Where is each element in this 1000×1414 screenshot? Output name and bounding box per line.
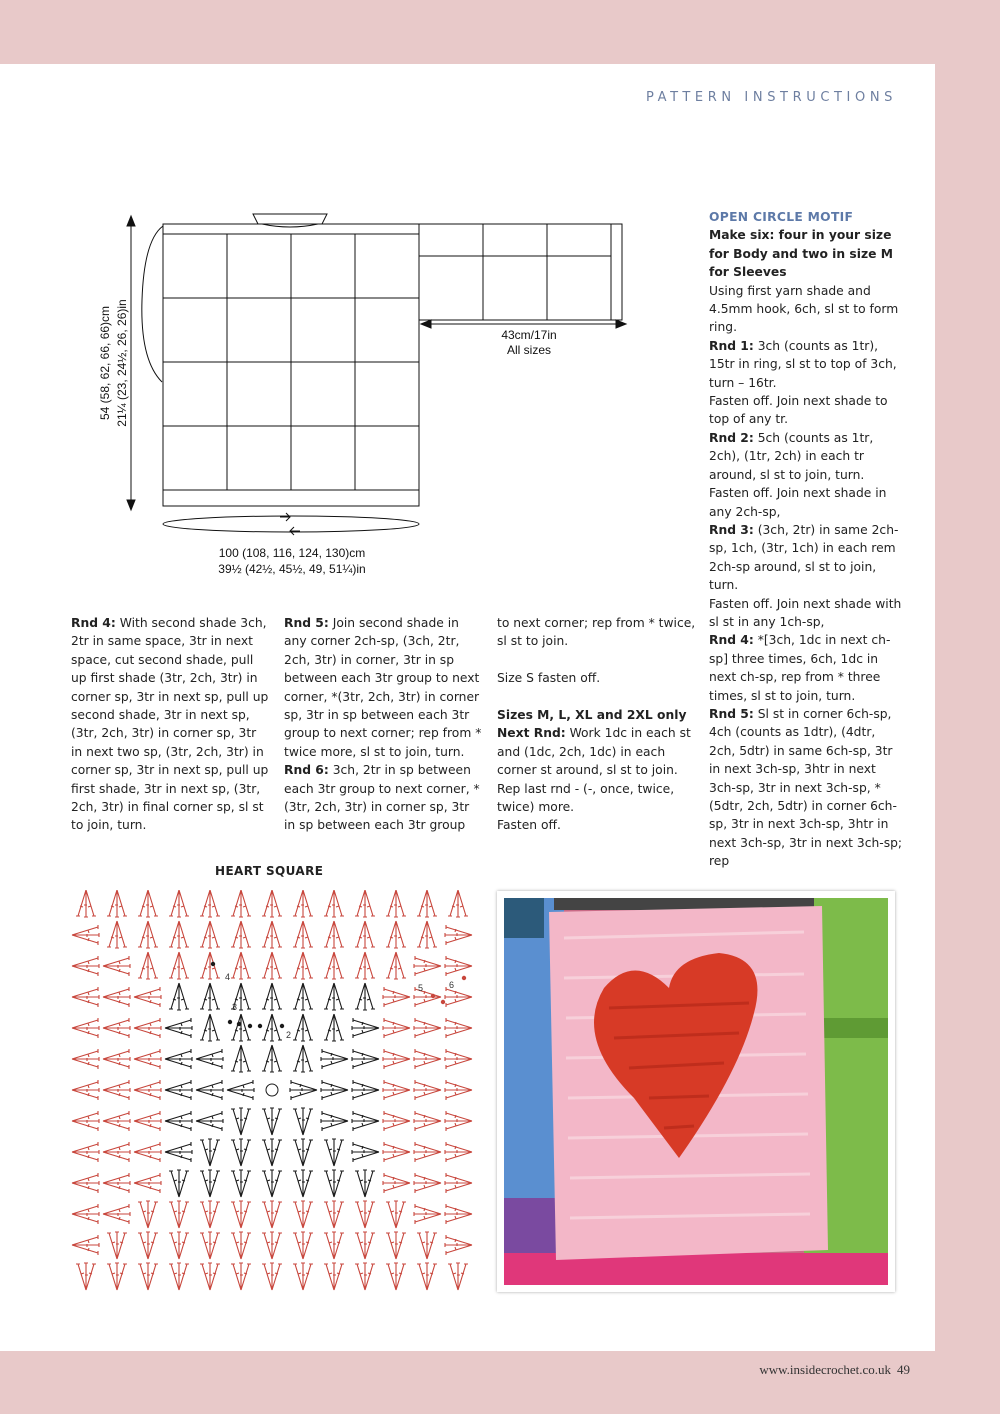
stitch-glyph xyxy=(445,1049,472,1069)
side-curve xyxy=(142,226,163,382)
rnd4-paragraph: Rnd 4: With second shade 3ch, 2tr in same space, 3tr in next space, cut second shade, pull up first shade (3tr, 2ch, 3tr) in corner sp, 3tr in next sp, pull up second shade, 3tr in next sp, (3tr, 2ch, 3tr) in corner sp, 3tr in next two sp, (3tr, 2ch, 3tr) in corner sp, 3tr in next sp, pull up first shade, 3tr in next sp, (3tr, 2ch, 3tr) in final corner sp, sl st to join, turn. xyxy=(71,616,269,833)
stitch-glyph xyxy=(103,1204,130,1224)
stitch-glyph xyxy=(293,1232,313,1259)
stitch-glyph xyxy=(200,1170,220,1197)
stitch-glyph xyxy=(169,983,189,1010)
width-cm-label: 100 (108, 116, 124, 130)cm xyxy=(218,546,366,560)
stitch-glyph xyxy=(324,952,344,979)
stitch-glyph xyxy=(324,1139,344,1166)
stitch-glyph xyxy=(383,1080,410,1100)
heart-square-photo xyxy=(497,891,895,1292)
stitch-glyph xyxy=(448,1263,468,1290)
stitch-glyph xyxy=(445,1111,472,1131)
round-label-6: 6 xyxy=(449,980,455,990)
stitch-glyph xyxy=(262,1201,282,1228)
motif-title: OPEN CIRCLE MOTIF xyxy=(709,210,854,224)
stitch-glyph xyxy=(103,987,130,1007)
stitch-glyph xyxy=(417,890,437,917)
stitch-glyph xyxy=(262,1232,282,1259)
stitch-glyph xyxy=(107,1263,127,1290)
stitch-glyph xyxy=(231,1201,251,1228)
motif-rnd3: Rnd 3: (3ch, 2tr) in same 2ch-sp, 1ch, (3tr, 1ch) in each rem 2ch-sp around, sl st to join, turn. xyxy=(709,522,899,593)
stitch-glyph xyxy=(355,1170,375,1197)
height-cm-label: 54 (58, 62, 66, 66)cm xyxy=(98,305,112,421)
motif-rnd4: Rnd 4: *[3ch, 1dc in next ch-sp] three times, 6ch, 1dc in next ch-sp, rep from * three times, sl st to join, turn. xyxy=(709,633,891,703)
stitch-glyph xyxy=(355,890,375,917)
stitch-glyph xyxy=(324,1170,344,1197)
stitch-glyph xyxy=(445,1018,472,1038)
stitch-glyph xyxy=(169,952,189,979)
stitch-glyph xyxy=(324,1263,344,1290)
stitch-glyph xyxy=(138,1263,158,1290)
stitch-glyph xyxy=(231,890,251,917)
stitch-glyph xyxy=(355,952,375,979)
sleeve-note-label: All sizes xyxy=(506,343,552,357)
stitch-glyph xyxy=(103,1018,130,1038)
text-column-1 xyxy=(71,614,271,835)
stitch-glyph xyxy=(72,1142,99,1162)
stitch-glyph xyxy=(355,921,375,948)
stitch-glyph xyxy=(134,1080,161,1100)
stitch-glyph xyxy=(138,1232,158,1259)
body-grid xyxy=(163,234,419,490)
stitch-glyph xyxy=(103,1049,130,1069)
stitch-glyph xyxy=(352,1111,379,1131)
stitch-glyph xyxy=(169,1170,189,1197)
garment-schematic xyxy=(90,200,650,600)
stitch-glyph xyxy=(414,1173,441,1193)
stitch-glyph xyxy=(383,1111,410,1131)
photo-illustration xyxy=(504,898,888,1285)
stitch-glyph xyxy=(165,1142,192,1162)
motif-subtitle: Make six: four in your size for Body and two in size M for Sleeves xyxy=(709,228,893,280)
stitch-glyph xyxy=(445,1173,472,1193)
stitch-glyph xyxy=(134,1142,161,1162)
stitch-glyph xyxy=(293,921,313,948)
sleeve-arrow xyxy=(421,320,626,328)
stitch-glyph xyxy=(386,921,406,948)
motif-intro: Using first yarn shade and 4.5mm hook, 6ch, sl st to form ring. xyxy=(709,283,899,335)
stitch-glyph xyxy=(293,1139,313,1166)
stitch-glyph xyxy=(103,956,130,976)
motif-rnd5: Rnd 5: Sl st in corner 6ch-sp, 4ch (counts as 1dtr), (4dtr, 2ch, 5dtr) in same 6ch-sp, 3tr in next 3ch-sp, 3htr in next 3ch-sp, 3tr in next 3ch-sp, *(5dtr, 2ch, 5dtr) in corner 6ch-sp, 3tr in next 3ch-sp, 3htr in next 3ch-sp, 3tr in next 3ch-sp; rep xyxy=(709,706,903,869)
stitch-glyph xyxy=(165,1080,192,1100)
stitch-glyph xyxy=(134,987,161,1007)
round-label-2: 2 xyxy=(286,1030,292,1040)
stitch-glyph xyxy=(134,1018,161,1038)
size-s-note: Size S fasten off. xyxy=(497,671,601,686)
sleeve-outline xyxy=(419,224,622,320)
stitch-glyph xyxy=(134,1111,161,1131)
stitch-glyph xyxy=(169,1201,189,1228)
stitch-glyph xyxy=(293,952,313,979)
text-column-4 xyxy=(709,208,905,871)
rnd6-continued: to next corner; rep from * twice, sl st to join. xyxy=(497,616,696,649)
stitch-glyph xyxy=(231,1108,251,1135)
stitch-glyph xyxy=(414,1111,441,1131)
stitch-glyph xyxy=(383,1018,410,1038)
stitch-glyph xyxy=(200,952,220,979)
text-column-2 xyxy=(284,614,484,835)
stitch-glyph xyxy=(76,890,96,917)
chart-center-ring xyxy=(266,1084,278,1096)
stitch-glyph xyxy=(196,1111,223,1131)
stitch-glyph xyxy=(293,1263,313,1290)
stitch-glyph xyxy=(445,987,472,1007)
footer-url[interactable]: www.insidecrochet.co.uk xyxy=(759,1362,891,1377)
stitch-glyph xyxy=(386,1201,406,1228)
stitch-glyph xyxy=(293,1045,313,1072)
stitch-glyph xyxy=(103,1080,130,1100)
stitch-glyph xyxy=(138,890,158,917)
round-label-4: 4 xyxy=(225,972,231,982)
stitch-glyph xyxy=(352,1049,379,1069)
stitch-glyph xyxy=(72,1111,99,1131)
stitch-glyph xyxy=(321,1049,348,1069)
heart-square-title: HEART SQUARE xyxy=(215,864,324,878)
stitch-glyph xyxy=(231,1014,251,1041)
stitch-glyph xyxy=(262,983,282,1010)
stitch-glyph xyxy=(231,921,251,948)
stitch-glyph xyxy=(414,1018,441,1038)
stitch-glyph xyxy=(138,921,158,948)
stitch-glyph xyxy=(262,921,282,948)
stitch-glyph xyxy=(386,1232,406,1259)
stitch-glyph xyxy=(414,956,441,976)
stitch-glyph xyxy=(352,1080,379,1100)
motif-rnd2: Rnd 2: 5ch (counts as 1tr, 2ch), (1tr, 2ch) in each tr around, sl st to join, turn. xyxy=(709,430,874,482)
stitch-glyph xyxy=(169,1232,189,1259)
stitch-glyph xyxy=(231,1232,251,1259)
motif-rnd2-fasten: Fasten off. Join next shade in any 2ch-sp, xyxy=(709,486,887,519)
rnd6-paragraph: Rnd 6: 3ch, 2tr in sp between each 3tr group to next corner, *(3tr, 2ch, 3tr) in corner sp, 3tr in sp between each 3tr group xyxy=(284,763,480,833)
next-rnd-paragraph: Next Rnd: Work 1dc in each st and (1dc, 2ch, 1dc) in each corner st around, sl st to join. Rep last rnd - (-, once, twice, twice) more. xyxy=(497,726,691,815)
stitch-glyph xyxy=(231,952,251,979)
motif-rnd3-fasten: Fasten off. Join next shade with sl st in any 1ch-sp, xyxy=(709,596,902,629)
stitch-glyph xyxy=(231,1170,251,1197)
stitch-glyph xyxy=(72,1080,99,1100)
stitch-glyph xyxy=(107,1232,127,1259)
stitch-glyph xyxy=(445,1204,472,1224)
stitch-glyph xyxy=(324,983,344,1010)
rnd5-paragraph: Rnd 5: Join second shade in any corner 2ch-sp, (3ch, 2tr, 2ch, 3tr) in corner, 3tr in sp between each 3tr group to next corner, *(3tr, 2ch, 3tr) in corner sp, 3tr in sp between each 3tr group to next corner; rep from * twice more, sl st to join, turn. xyxy=(284,616,482,759)
stitch-glyph xyxy=(324,921,344,948)
stitch-glyph xyxy=(72,956,99,976)
stitch-glyph xyxy=(165,1049,192,1069)
stitch-glyph xyxy=(107,921,127,948)
stitch-glyph xyxy=(383,987,410,1007)
stitch-glyph xyxy=(200,1014,220,1041)
stitch-glyph xyxy=(386,1263,406,1290)
stitch-glyph xyxy=(200,890,220,917)
height-in-label: 21¼ (23, 24½, 26, 26)in xyxy=(115,299,129,427)
stitch-glyph xyxy=(352,1018,379,1038)
stitch-glyph xyxy=(445,1142,472,1162)
stitch-glyph xyxy=(414,1142,441,1162)
stitch-glyph xyxy=(227,1080,254,1100)
stitch-glyph xyxy=(200,1232,220,1259)
stitch-glyph xyxy=(165,1018,192,1038)
stitch-glyph xyxy=(290,1080,317,1100)
stitch-glyph xyxy=(321,1080,348,1100)
section-header: PATTERN INSTRUCTIONS xyxy=(645,90,897,105)
stitch-glyph xyxy=(324,1232,344,1259)
stitch-glyph xyxy=(417,1232,437,1259)
stitch-glyph xyxy=(262,1139,282,1166)
stitch-glyph xyxy=(321,1111,348,1131)
stitch-glyph xyxy=(169,921,189,948)
stitch-glyph xyxy=(262,1108,282,1135)
stitch-glyph xyxy=(72,1204,99,1224)
stitch-glyph xyxy=(134,1173,161,1193)
round-label-3: 3 xyxy=(232,1002,238,1012)
stitch-glyph xyxy=(383,1049,410,1069)
stitch-glyph xyxy=(134,1049,161,1069)
stitch-glyph xyxy=(293,1201,313,1228)
stitch-glyph xyxy=(231,1045,251,1072)
stitch-glyph xyxy=(445,925,472,945)
stitch-glyph xyxy=(169,1263,189,1290)
stitch-glyph xyxy=(417,1263,437,1290)
stitch-glyph xyxy=(414,1204,441,1224)
motif-rnd1-fasten: Fasten off. Join next shade to top of any tr. xyxy=(709,394,888,427)
stitch-glyph xyxy=(414,1080,441,1100)
stitch-glyph xyxy=(383,1142,410,1162)
stitch-glyph xyxy=(445,1235,472,1255)
motif-rnd1: Rnd 1: 3ch (counts as 1tr), 15tr in ring, sl st to top of 3ch, turn – 16tr. xyxy=(709,338,897,390)
stitch-glyph xyxy=(72,987,99,1007)
stitch-glyph xyxy=(231,1139,251,1166)
footer xyxy=(0,1362,910,1378)
stitch-glyph xyxy=(138,952,158,979)
stitch-glyph xyxy=(445,1080,472,1100)
neckline xyxy=(253,214,327,224)
round-label-5: 5 xyxy=(418,983,424,993)
stitch-glyph xyxy=(169,890,189,917)
stitch-glyph xyxy=(262,890,282,917)
stitch-glyph xyxy=(107,890,127,917)
stitch-glyph xyxy=(417,921,437,948)
stitch-glyph xyxy=(72,1235,99,1255)
stitch-glyph xyxy=(386,952,406,979)
stitch-glyph xyxy=(103,1173,130,1193)
stitch-glyph xyxy=(103,1142,130,1162)
stitch-glyph xyxy=(355,1232,375,1259)
stitch-glyph xyxy=(72,925,99,945)
stitch-glyph xyxy=(262,1014,282,1041)
stitch-glyph xyxy=(231,1263,251,1290)
stitch-glyph xyxy=(196,1049,223,1069)
stitch-glyph xyxy=(293,1108,313,1135)
stitch-glyph xyxy=(262,1170,282,1197)
stitch-glyph xyxy=(165,1111,192,1131)
heart-square-chart xyxy=(68,890,476,1294)
stitch-glyph xyxy=(355,983,375,1010)
stitch-glyph xyxy=(262,1045,282,1072)
page-number: 49 xyxy=(897,1362,910,1377)
stitch-glyph xyxy=(72,1049,99,1069)
stitch-glyph xyxy=(200,983,220,1010)
stitch-glyph xyxy=(103,1111,130,1131)
stitch-glyph xyxy=(76,1263,96,1290)
stitch-glyph xyxy=(200,1139,220,1166)
stitch-glyph xyxy=(293,983,313,1010)
stitch-glyph xyxy=(200,921,220,948)
stitch-glyph xyxy=(386,890,406,917)
stitch-glyph xyxy=(355,1263,375,1290)
stitch-glyph xyxy=(196,1080,223,1100)
stitch-glyph xyxy=(445,956,472,976)
text-column-3 xyxy=(497,614,697,835)
stitch-glyph xyxy=(72,1018,99,1038)
stitch-glyph xyxy=(200,1263,220,1290)
fasten-off-note: Fasten off. xyxy=(497,818,561,833)
stitch-glyph xyxy=(352,1142,379,1162)
stitch-glyph xyxy=(200,1201,220,1228)
sizes-heading: Sizes M, L, XL and 2XL only xyxy=(497,708,687,722)
width-in-label: 39½ (42½, 45½, 49, 51¼)in xyxy=(218,562,366,576)
stitch-glyph xyxy=(293,1014,313,1041)
stitch-glyph xyxy=(262,1263,282,1290)
stitch-glyph xyxy=(293,890,313,917)
sleeve-length-label: 43cm/17in xyxy=(501,328,557,342)
stitch-glyph xyxy=(414,1049,441,1069)
stitch-glyph xyxy=(293,1170,313,1197)
stitch-glyph xyxy=(72,1173,99,1193)
stitch-glyph xyxy=(138,1201,158,1228)
stitch-glyph xyxy=(448,890,468,917)
stitch-glyph xyxy=(262,952,282,979)
stitch-glyph xyxy=(324,1014,344,1041)
stitch-glyph xyxy=(324,1201,344,1228)
stitch-glyph xyxy=(383,1173,410,1193)
stitch-glyph xyxy=(324,890,344,917)
stitch-glyph xyxy=(355,1201,375,1228)
